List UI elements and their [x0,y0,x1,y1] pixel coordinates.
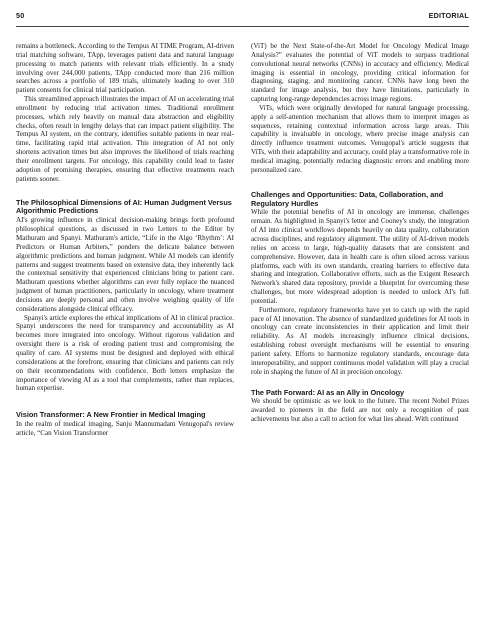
page-number: 50 [16,11,25,20]
paragraph: In the realm of medical imaging, Sanju Mannumadam Venugopal's review article, “Can Vision Transformer [16,420,234,437]
paragraph: While the potential benefits of AI in oncology are immense, challenges remain. As highlighted in Spanyi's letter and Cooney's study, the integration of AI into clinical workflows depends heavily on data quality, collaboration across disciplines, and regulatory alignment. The utility of AI-driven models relies on access to large, high-quality datasets that are consistent and comprehensive. However, data in health care is often siloed across various platforms, each with its own standards, creating barriers to effective data sharing and integration. Collaborative efforts, such as the Exigent Research Network's shared data repository, provide a blueprint for overcoming these challenges, but more widespread adoption is needed to unlock AI's full potential. [251,208,469,305]
paragraph: remains a bottleneck. According to the Tempus AI TIME Program, AI-driven trial matching software, TApp, leverages patient data and natural language processing to match patients with relevant trials efficiently. In a study involving over 244,000 patients, TApp conducted more than 216 million searches across a portfolio of 189 trials, ultimately leading to over 310 patient consents for clinical trial participation. [16,42,234,95]
paragraph: AI's growing influence in clinical decision-making brings forth profound philosophical questions, as discussed in two Letters to the Editor by Mathuram and Spanyi. Mathuram's article, “Life in the Algo ‘Rhythm’: AI Predictors or Human Arbiters,” ponders the delicate balance between algorithmic predictions and human judgment. While AI models can identify patterns and suggest treatments based on extensive data, they inherently lack the contextual sensitivity that experienced clinicians bring to patient care. Mathuram questions whether algorithms can ever fully replace the nuanced judgment of human practitioners, particularly in oncology, where treatment decisions are deeply personal and often involve weighing quality of life considerations alongside clinical efficacy. [16,216,234,313]
right-column [251,42,469,424]
running-header [16,11,469,23]
paragraph: This streamlined approach illustrates the impact of AI on accelerating trial enrollment by reducing trial activation times. Traditional enrollment processes, which rely heavily on manual data abstraction and eligibility checks, often result in lengthy delays that can impact patient eligibility. The Tempus AI system, on the contrary, identifies suitable patients in near real-time, facilitating rapid trial activation. This integration of AI not only shortens activation times but also improves the likelihood of trials reaching their enrollment targets. For oncology, this capability could lead to faster adoption of promising therapies, ensuring that effective treatments reach patients sooner. [16,95,234,183]
paragraph: We should be optimistic as we look to the future. The recent Nobel Prizes awarded to pioneers in the field are not only a recognition of past achievements but also a call to action for what lies ahead. With continued [251,397,469,424]
paragraph: (ViT) be the Next State-of-the-Art Model for Oncology Medical Image Analysis?” evaluates the potential of ViT models to surpass traditional convolutional neural networks (CNNs) in accuracy and efficiency. Medical imaging is essential in oncology, providing critical information for diagnosing, staging, and monitoring cancer. CNNs have long been the standard for image analysis, but they have limitations, particularly in capturing long-range dependencies across image regions. [251,42,469,104]
paragraph: ViTs, which were originally developed for natural language processing, apply a self-attention mechanism that allows them to interpret images as sequences, retaining contextual information across large areas. This capability is invaluable in oncology, where precise image analysis can directly influence treatment outcomes. Venugopal's article suggests that ViTs, with their adaptability and accuracy, could play a transformative role in medical imaging, potentially reducing diagnostic errors and enabling more personalized care. [251,103,469,174]
header-rule [16,26,469,27]
section-heading: Challenges and Opportunities: Data, Collaboration, and Regulatory Hurdles [251,189,444,208]
section-heading: Vision Transformer: A New Frontier in Medical Imaging [16,410,206,420]
section-heading: The Path Forward: AI as an Ally in Oncology [251,387,405,397]
paragraph: Furthermore, regulatory frameworks have yet to catch up with the rapid pace of AI innovation. The absence of standardized guidelines for AI tools in oncology can create inconsistencies in their application and limit their reliability. As AI models increasingly influence clinical decisions, establishing robust oversight mechanisms will be essential to ensuring patient safety. Efforts to harmonize regulatory standards, encourage data interoperability, and support continuous model validation will play a crucial role in shaping the future of AI in precision oncology. [251,305,469,376]
section-label: EDITORIAL [428,11,469,20]
paragraph: Spanyi's article explores the ethical implications of AI in clinical practice. Spanyi underscores the need for transparency and accountability as AI becomes more integrated into oncology. Without rigorous validation and oversight there is a risk of eroding patient trust and compromising the quality of care. AI systems must be designed and deployed with ethical considerations at the forefront, ensuring that clinicians and patients can rely on their recommendations with confidence. Both letters emphasize the importance of viewing AI as a tool that complements, rather than replaces, human expertise. [16,313,234,393]
section-heading: The Philosophical Dimensions of AI: Human Judgment Versus Algorithmic Predictions [16,197,232,216]
left-column [16,42,234,438]
